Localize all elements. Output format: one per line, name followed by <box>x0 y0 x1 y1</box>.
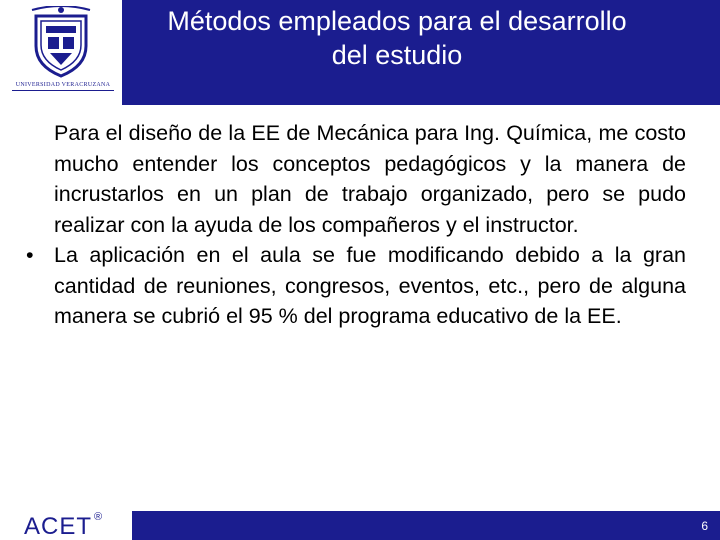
page-number: 6 <box>701 519 708 533</box>
paragraph-1 <box>20 118 686 240</box>
acet-logo-text: ACET <box>24 513 93 538</box>
logo-underline <box>12 90 114 91</box>
header-bar <box>0 0 720 105</box>
acet-registered-mark: ® <box>94 511 103 523</box>
logo-caption: UNIVERSIDAD VERACRUZANA <box>15 82 111 88</box>
title-line-1: Métodos empleados para el desarrollo <box>167 6 627 36</box>
paragraph-text: La aplicación en el aula se fue modificando debido a la gran cantidad de reuniones, congresos, eventos, etc., pero de alguna manera se cubrió el 95 % del programa educativo de la EE. <box>54 243 686 328</box>
acet-logo-icon <box>22 506 112 538</box>
logo-panel <box>0 0 122 105</box>
university-seal-icon <box>30 6 92 78</box>
slide-title <box>122 4 672 72</box>
title-line-2: del estudio <box>331 40 463 70</box>
paragraph-text: Para el diseño de la EE de Mecánica para Ing. Química, me costo mucho entender los conceptos pedagógicos y la manera de incrustarlos en un plan de trabajo organizado, pero se pudo realizar con la ayuda de los compañeros y el instructor. <box>54 121 686 237</box>
footer-bar <box>132 511 720 540</box>
slide-body <box>20 118 686 332</box>
bullet-marker: • <box>26 243 34 267</box>
paragraph-2 <box>20 240 686 332</box>
